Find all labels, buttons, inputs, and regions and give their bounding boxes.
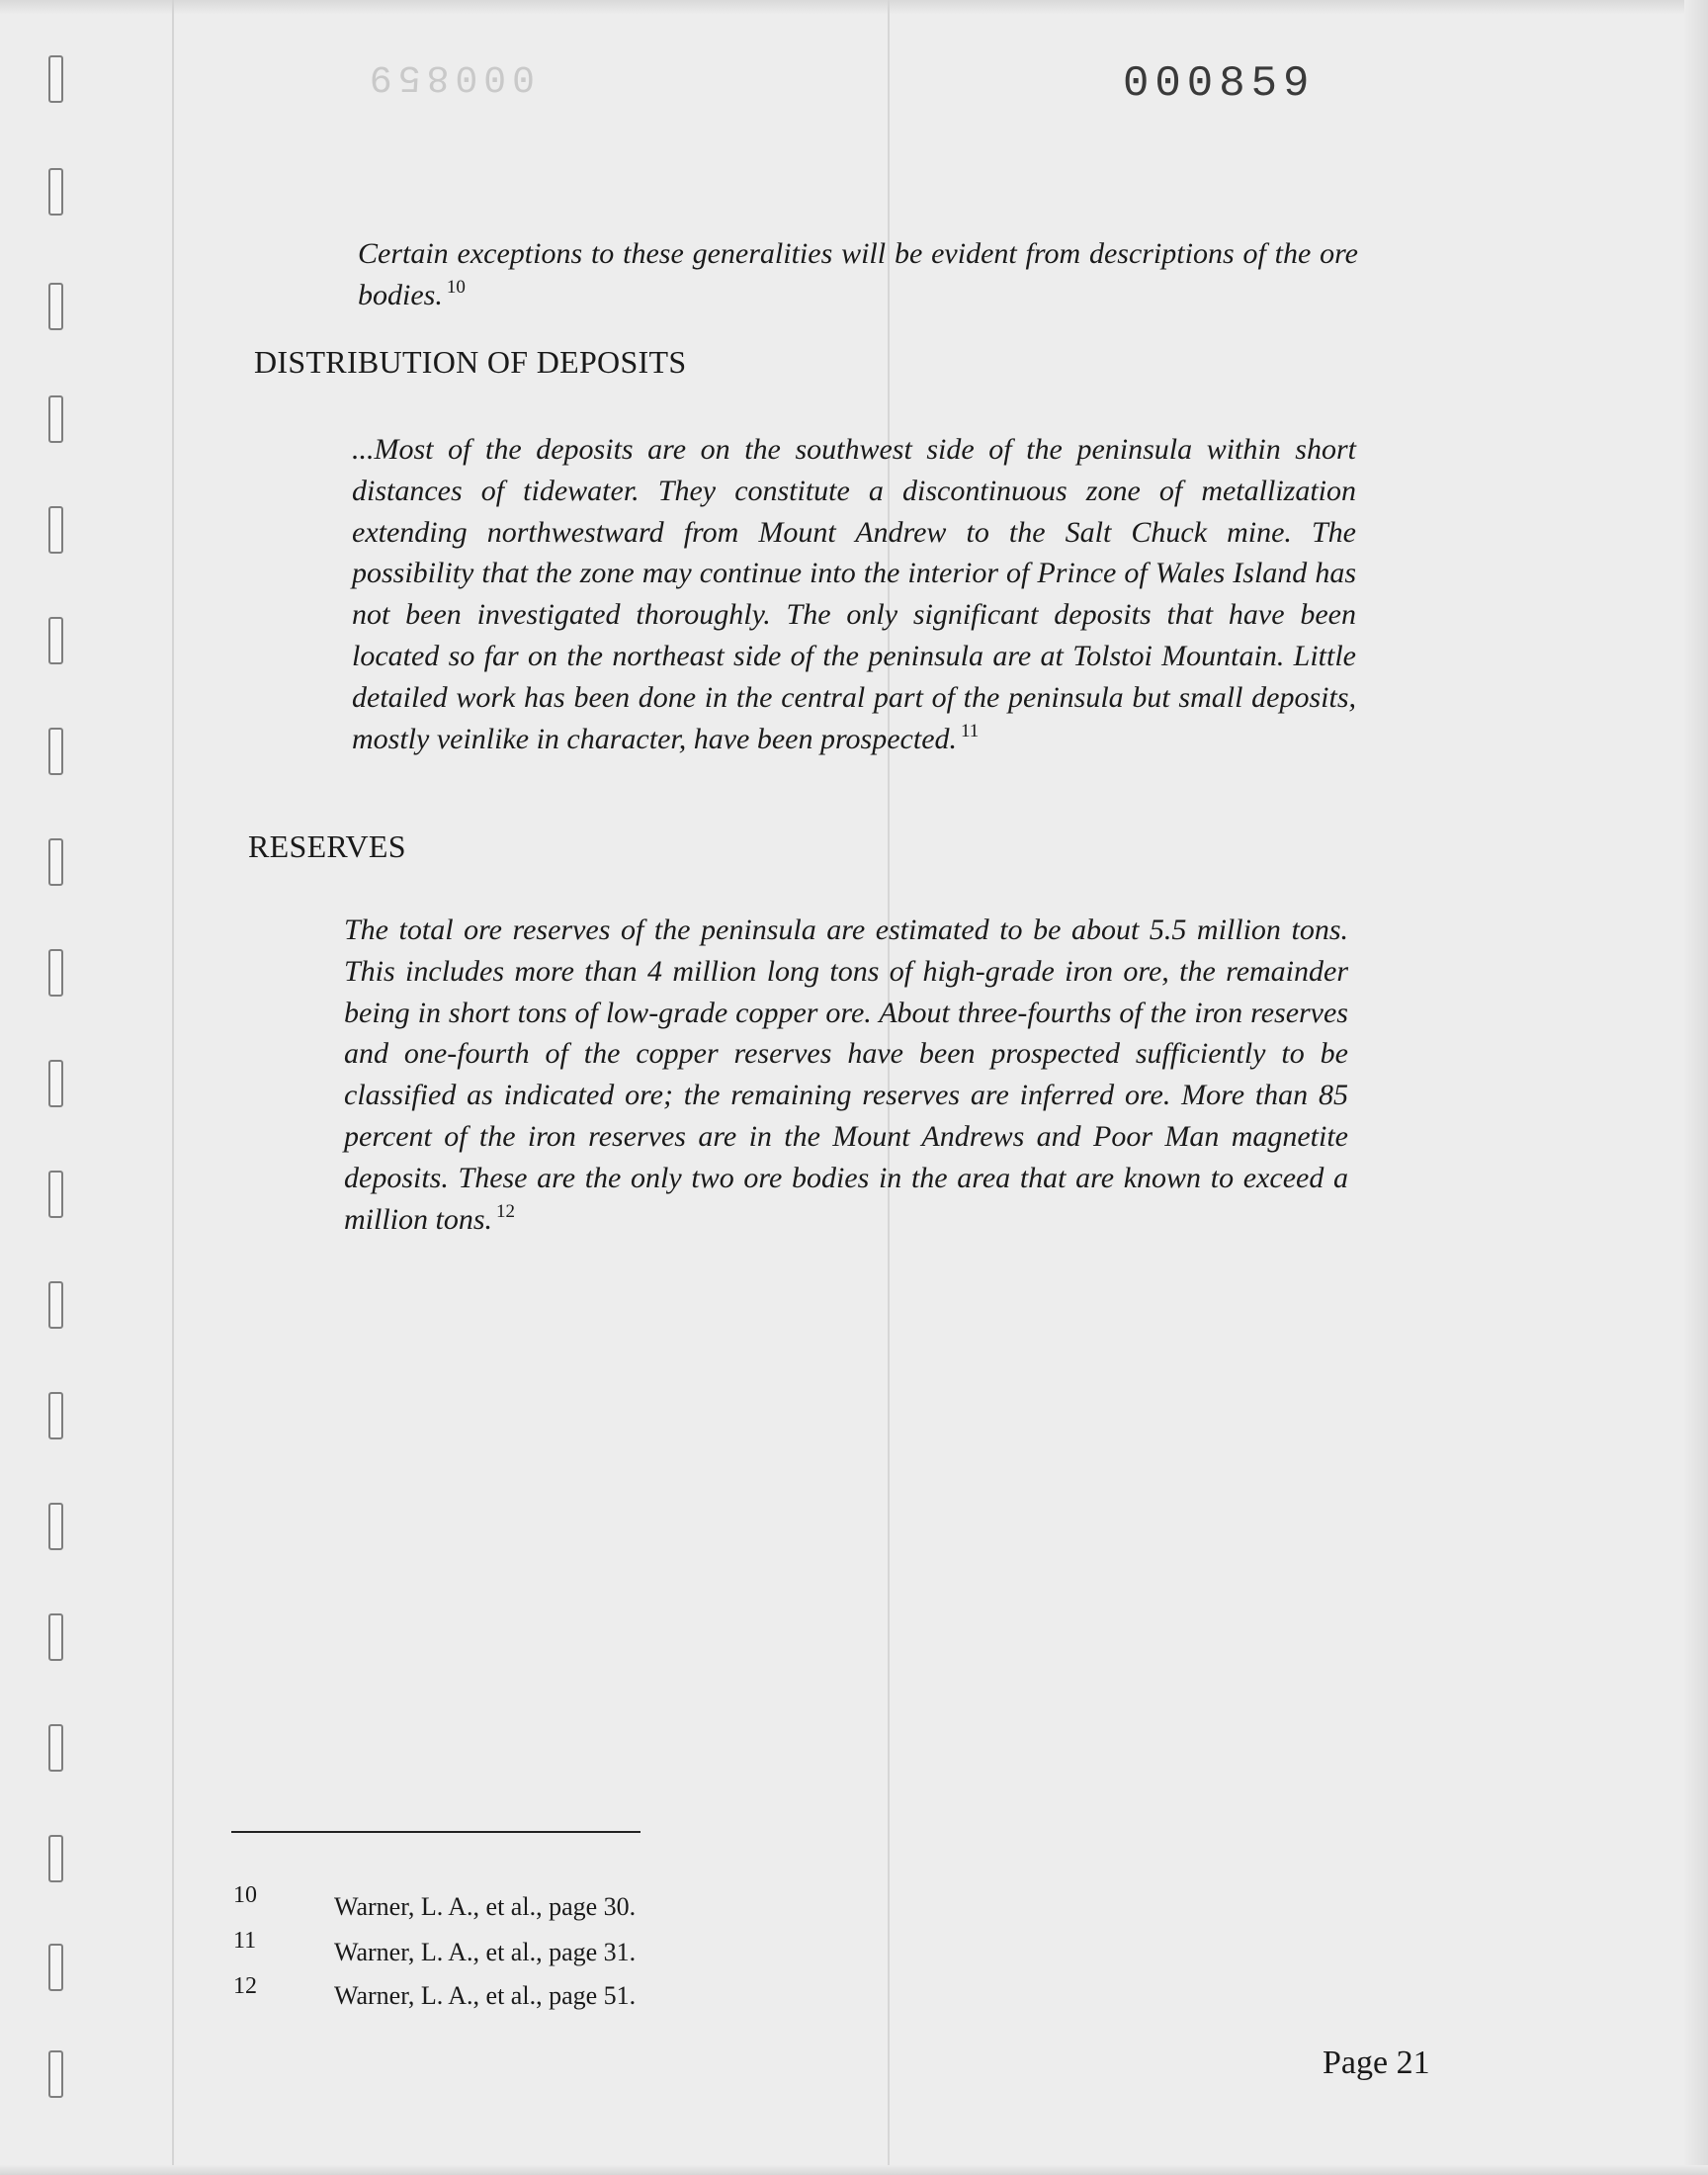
- binder-hole: [48, 1060, 63, 1107]
- margin-rule: [172, 0, 174, 2175]
- footnote-text: Warner, L. A., et al., page 30.: [334, 1892, 637, 1921]
- binder-hole: [48, 949, 63, 997]
- binder-hole: [48, 168, 63, 216]
- binder-hole: [48, 838, 63, 886]
- binder-hole: [48, 2050, 63, 2098]
- intro-paragraph: [358, 233, 1358, 316]
- binder-hole: [48, 1171, 63, 1218]
- page-top-edge: [0, 0, 1708, 14]
- distribution-paragraph: [352, 429, 1356, 759]
- page-number: Page 21: [1323, 2044, 1430, 2081]
- binder-hole: [48, 1392, 63, 1439]
- footnote-divider: [231, 1831, 640, 1833]
- page-right-edge: [1684, 0, 1708, 2175]
- faint-bleedthrough-stamp: 000859: [364, 55, 535, 98]
- binder-hole: [48, 506, 63, 554]
- document-number-stamp: 000859: [1123, 59, 1316, 109]
- binder-hole: [48, 55, 63, 103]
- section-heading-reserves: RESERVES: [248, 828, 406, 864]
- binder-hole: [48, 1613, 63, 1661]
- binder-hole: [48, 1835, 63, 1882]
- binder-hole: [48, 1503, 63, 1550]
- reserves-paragraph: [344, 910, 1348, 1240]
- footnote-number: 12: [233, 1973, 257, 1999]
- page-bottom-edge: [0, 2165, 1708, 2175]
- footnote-number: 10: [233, 1882, 257, 1908]
- binder-hole: [48, 395, 63, 443]
- footnote-text: Warner, L. A., et al., page 51.: [334, 1981, 637, 2010]
- paragraph-text: Certain exceptions to these generalities will be evident from descriptions of the ore bodies.: [358, 237, 1358, 311]
- binder-hole: [48, 1944, 63, 1991]
- binder-hole: [48, 728, 63, 775]
- binder-hole: [48, 283, 63, 330]
- binder-hole: [48, 617, 63, 664]
- footnote-text: Warner, L. A., et al., page 31.: [334, 1938, 637, 1966]
- footnote-ref: 10: [446, 276, 466, 298]
- footnote-number: 11: [233, 1928, 257, 1954]
- section-heading-distribution: DISTRIBUTION OF DEPOSITS: [254, 344, 687, 380]
- paragraph-text: The total ore reserves of the peninsula are estimated to be about 5.5 million tons. This includes more than 4 million long tons of high-grade iron ore, the remainder being in short tons of low-grade copper ore. About three-fourths of the iron reserves and one-fourth of the copper reserves have been prospected sufficiently to be classified as indicated ore; the remaining reserves are inferred ore. More than 85 percent of the iron reserves are in the Mount Andrews and Poor Man magnetite deposits. These are the only two ore bodies in the area that are known to exceed a million tons.: [344, 914, 1348, 1236]
- paragraph-text: ...Most of the deposits are on the southwest side of the peninsula within short distances of tidewater. They constitute a discontinuous zone of metallization extending northwestward from Mount Andrew to the Salt Chuck mine. The possibility that the zone may continue into the interior of Prince of Wales Island has not been investigated thoroughly. The only significant deposits that have been located so far on the northeast side of the peninsula are at Tolstoi Mountain. Little detailed work has been done in the central part of the peninsula but small deposits, mostly veinlike in character, have been prospected.: [352, 433, 1356, 755]
- binder-hole: [48, 1724, 63, 1772]
- footnote-ref: 11: [961, 720, 980, 741]
- binder-hole: [48, 1281, 63, 1329]
- footnote-ref: 12: [496, 1200, 516, 1222]
